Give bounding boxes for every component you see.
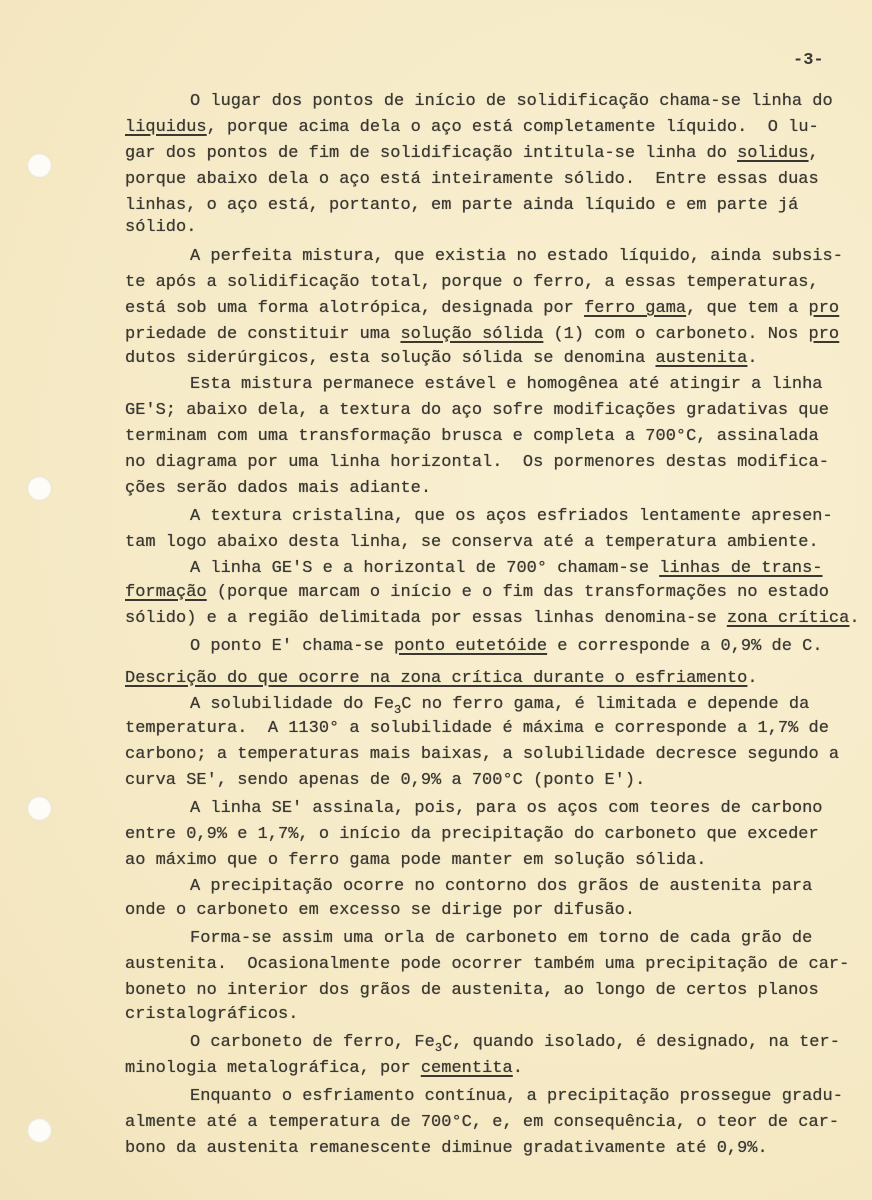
text-line: [190, 695, 809, 715]
text-line: [125, 196, 798, 216]
text-line: [125, 427, 819, 447]
text-line: [125, 825, 819, 845]
text-line: [125, 218, 196, 238]
text-segment: , porque acima dela o aço está completamente líquido. O lu-: [206, 118, 819, 137]
text-line: [125, 453, 829, 473]
subscript: 3: [434, 1041, 443, 1055]
text-segment: sólido.: [125, 218, 197, 237]
underlined-term: Descrição do que ocorre na zona crítica durante o esfriamento: [125, 669, 748, 688]
text-segment: curva SE', sendo apenas de 0,9% a 700°C (ponto E').: [125, 771, 646, 790]
text-line: [190, 247, 843, 267]
text-line: [190, 929, 812, 949]
text-segment: Enquanto o esfriamento contínua, a precipitação prossegue gradu-: [190, 1087, 843, 1106]
text-segment: entre 0,9% e 1,7%, o início da precipitação do carboneto que exceder: [125, 825, 819, 844]
text-segment: linhas, o aço está, portanto, em parte ainda líquido e em parte já: [125, 196, 799, 215]
text-line: [190, 1087, 843, 1107]
text-segment: A linha SE' assinala, pois, para os aços com teores de carbono: [190, 799, 823, 818]
text-segment: A solubilidade do Fe: [190, 695, 395, 714]
text-segment: ao máximo que o ferro gama pode manter em solução sólida.: [125, 851, 707, 870]
text-segment: austenita. Ocasionalmente pode ocorrer também uma precipitação de car-: [125, 955, 850, 974]
text-segment: ções serão dados mais adiante.: [125, 479, 432, 498]
text-segment: porque abaixo dela o aço está inteiramente sólido. Entre essas duas: [125, 170, 819, 189]
text-segment: .: [849, 609, 860, 628]
text-line: [190, 637, 823, 657]
text-line: [190, 507, 833, 527]
text-segment: (porque marcam o início e o fim das transformações no estado: [206, 583, 829, 602]
text-line: [125, 144, 819, 164]
text-segment: gar dos pontos de fim de solidificação intitula-se linha do: [125, 144, 738, 163]
text-segment: ,: [808, 144, 819, 163]
text-line: [125, 719, 829, 739]
underlined-term: cementita: [420, 1059, 513, 1078]
text-line: [125, 479, 431, 499]
text-line: [190, 799, 823, 819]
underlined-term: pro: [808, 325, 840, 344]
text-segment: carbono; a temperaturas mais baixas, a solubilidade decresce segundo a: [125, 745, 840, 764]
text-segment: terminam com uma transformação brusca e completa a 700°C, assinalada: [125, 427, 819, 446]
text-segment: C, quando isolado, é designado, na ter-: [442, 1033, 840, 1052]
underlined-term: pro: [808, 299, 840, 318]
underlined-term: ferro gama: [584, 299, 687, 318]
text-line: [125, 325, 839, 345]
binder-hole: [27, 476, 52, 501]
text-segment: O ponto E' chama-se: [190, 637, 395, 656]
text-line: [125, 609, 860, 629]
text-segment: A perfeita mistura, que existia no estado líquido, ainda subsis-: [190, 247, 843, 266]
underlined-term: liquidus: [125, 118, 207, 137]
underlined-term: zona crítica: [726, 609, 850, 628]
text-line: [125, 170, 819, 190]
text-segment: .: [747, 669, 758, 688]
text-segment: A precipitação ocorre no contorno dos grãos de austenita para: [190, 877, 813, 896]
text-line: [125, 533, 819, 553]
text-segment: sólido) e a região delimitada por essas linhas denomina-se: [125, 609, 727, 628]
text-segment: cristalográficos.: [125, 1005, 299, 1024]
text-line: [190, 92, 833, 112]
text-segment: .: [747, 349, 758, 368]
binder-hole: [27, 1118, 52, 1143]
text-segment: no diagrama por uma linha horizontal. Os pormenores destas modifica-: [125, 453, 829, 472]
section-heading: [125, 669, 758, 689]
text-line: [190, 1033, 840, 1053]
text-segment: , que tem a: [686, 299, 809, 318]
text-segment: temperatura. A 1130° a solubilidade é máxima e corresponde a 1,7% de: [125, 719, 829, 738]
text-segment: bono da austenita remanescente diminue gradativamente até 0,9%.: [125, 1139, 768, 1158]
text-line: [125, 299, 839, 319]
text-segment: .: [512, 1059, 523, 1078]
binder-hole: [27, 153, 52, 178]
text-segment: Forma-se assim uma orla de carboneto em torno de cada grão de: [190, 929, 813, 948]
text-line: [125, 745, 839, 765]
text-line: [125, 401, 829, 421]
text-segment: A textura cristalina, que os aços esfriados lentamente apresen-: [190, 507, 833, 526]
text-segment: e corresponde a 0,9% de C.: [547, 637, 823, 656]
text-line: [125, 1005, 298, 1025]
text-line: [125, 273, 819, 293]
text-segment: A linha GE'S e a horizontal de 700° chamam-se: [190, 559, 660, 578]
underlined-term: solução sólida: [400, 325, 544, 344]
text-line: [190, 559, 823, 579]
subscript: 3: [394, 703, 402, 717]
text-segment: O lugar dos pontos de início de solidificação chama-se linha do: [190, 92, 833, 111]
text-segment: almente até a temperatura de 700°C, e, em consequência, o teor de car-: [125, 1113, 840, 1132]
text-line: [125, 901, 635, 921]
text-segment: está sob uma forma alotrópica, designada por: [125, 299, 585, 318]
text-segment: minologia metalográfica, por: [125, 1059, 421, 1078]
text-line: [190, 877, 812, 897]
underlined-term: linhas de trans-: [659, 559, 823, 578]
binder-hole: [27, 796, 52, 821]
text-line: [125, 1113, 839, 1133]
text-segment: tam logo abaixo desta linha, se conserva até a temperatura ambiente.: [125, 533, 819, 552]
underlined-term: solidus: [737, 144, 809, 163]
text-line: [125, 583, 829, 603]
text-line: [125, 851, 707, 871]
text-line: [125, 981, 819, 1001]
text-segment: te após a solidificação total, porque o ferro, a essas temperaturas,: [125, 273, 819, 292]
underlined-term: austenita: [655, 349, 748, 368]
underlined-term: formação: [125, 583, 207, 602]
text-segment: O carboneto de ferro, Fe: [190, 1033, 435, 1052]
text-segment: Esta mistura permanece estável e homogênea até atingir a linha: [190, 375, 823, 394]
text-segment: priedade de constituir uma: [125, 325, 401, 344]
text-segment: C no ferro gama, é limitada e depende da: [401, 695, 810, 714]
text-line: [125, 349, 758, 369]
text-segment: (1) com o carboneto. Nos: [543, 325, 809, 344]
text-line: [125, 118, 819, 138]
text-segment: boneto no interior dos grãos de austenita, ao longo de certos planos: [125, 981, 819, 1000]
text-segment: GE'S; abaixo dela, a textura do aço sofre modificações gradativas que: [125, 401, 829, 420]
text-line: [125, 1059, 523, 1079]
text-line: [125, 1139, 768, 1159]
underlined-term: ponto eutetóide: [394, 637, 548, 656]
text-line: [190, 375, 823, 395]
text-line: [125, 955, 849, 975]
text-line: [125, 771, 645, 791]
text-segment: dutos siderúrgicos, esta solução sólida se denomina: [125, 349, 656, 368]
page-number: -3-: [793, 51, 824, 70]
text-segment: onde o carboneto em excesso se dirige por difusão.: [125, 901, 636, 920]
